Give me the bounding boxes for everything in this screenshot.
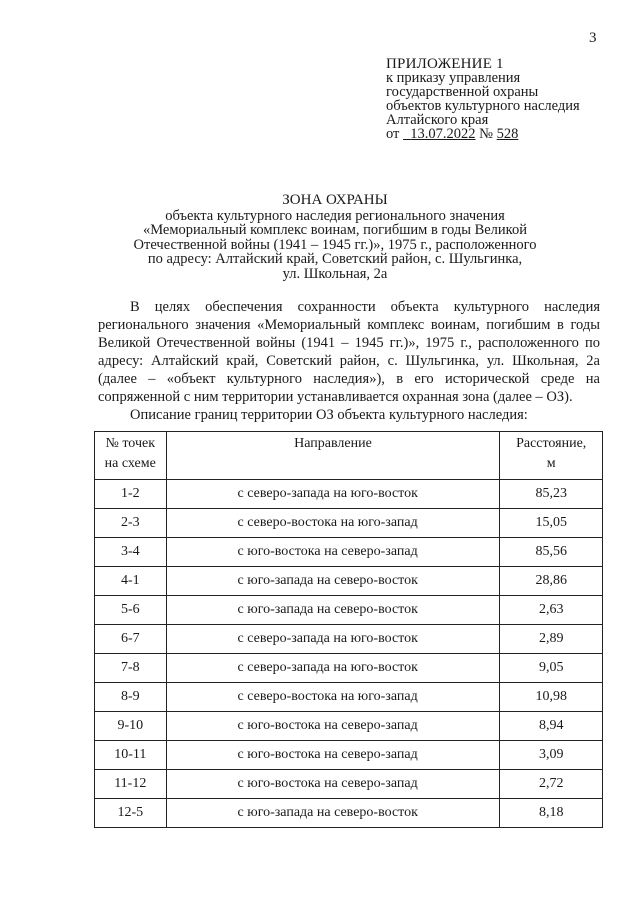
table-row (95, 683, 603, 712)
cell-distance: 8,18 (500, 799, 603, 828)
cell-direction: с северо-запада на юго-восток (166, 654, 500, 683)
borders-table (94, 431, 603, 828)
table-header-row (95, 432, 603, 480)
table-row (95, 596, 603, 625)
order-line (386, 127, 626, 141)
cell-distance: 3,09 (500, 741, 603, 770)
appendix-line: объектов культурного наследия (386, 98, 580, 114)
cell-points: 12-5 (95, 799, 167, 828)
table-row (95, 509, 603, 538)
cell-direction: с северо-востока на юго-запад (166, 509, 500, 538)
order-prefix: от (386, 126, 400, 142)
table-row (95, 770, 603, 799)
table-row (95, 480, 603, 509)
cell-points: 9-10 (95, 712, 167, 741)
cell-points: 2-3 (95, 509, 167, 538)
cell-points: 3-4 (95, 538, 167, 567)
zone-title-line: объекта культурного наследия регионального значения (165, 207, 505, 224)
header-direction: Направление (166, 432, 500, 480)
cell-direction: с северо-запада на юго-восток (166, 480, 500, 509)
cell-points: 4-1 (95, 567, 167, 596)
cell-direction: с юго-востока на северо-запад (166, 741, 500, 770)
cell-distance: 2,89 (500, 625, 603, 654)
table-row (95, 799, 603, 828)
cell-distance: 2,63 (500, 596, 603, 625)
table-row (95, 712, 603, 741)
cell-points: 11-12 (95, 770, 167, 799)
cell-distance: 28,86 (500, 567, 603, 596)
intro-text: В целях обеспечения сохранности объекта культурного наследия регионального значения «Мемориальный комплекс воинам, погибшим в годы Великой Отечественной войны (1941 – 1945 гг.)», 1975 г., расположенного по адресу: Алтайский край, Советский район, с. Шульгинка, ул. Школьная, 2а (далее – «объект культурного наследия»), в его исторической среде на сопряженной с ним территории устанавливается охранная зона (далее – ОЗ). (98, 299, 600, 405)
order-number: 528 (496, 126, 519, 142)
intro-paragraph (98, 298, 600, 406)
cell-points: 5-6 (95, 596, 167, 625)
table-row (95, 625, 603, 654)
table-row (95, 538, 603, 567)
table-row (95, 654, 603, 683)
cell-direction: с юго-востока на северо-запад (166, 538, 500, 567)
cell-points: 1-2 (95, 480, 167, 509)
cell-distance: 85,56 (500, 538, 603, 567)
order-number-sign: № (479, 126, 493, 142)
zone-title-line: «Мемориальный комплекс воинам, погибшим в годы Великой (142, 222, 527, 238)
zone-title-main: ЗОНА ОХРАНЫ (282, 192, 388, 208)
cell-direction: с северо-востока на юго-запад (166, 683, 500, 712)
cell-direction: с юго-востока на северо-запад (166, 712, 500, 741)
page-number: 3 (589, 30, 597, 46)
cell-direction: с юго-запада на северо-восток (166, 596, 500, 625)
appendix-line: государственной охраны (386, 84, 539, 100)
cell-direction: с юго-запада на северо-восток (166, 567, 500, 596)
cell-direction: с юго-востока на северо-запад (166, 770, 500, 799)
appendix-line: к приказу управления (386, 70, 521, 86)
cell-distance: 85,23 (500, 480, 603, 509)
header-points: № точек на схеме (95, 432, 167, 480)
header-distance: Расстояние, м (500, 432, 603, 480)
zone-title-line: по адресу: Алтайский край, Советский район, с. Шульгинка, (147, 251, 523, 267)
cell-points: 10-11 (95, 741, 167, 770)
appendix-heading: ПРИЛОЖЕНИЕ 1 (386, 56, 504, 72)
zone-title-line: Отечественной войны (1941 – 1945 гг.)», 1975 г., расположенного (133, 236, 537, 253)
zone-title (100, 193, 570, 281)
cell-distance: 2,72 (500, 770, 603, 799)
table-row (95, 567, 603, 596)
cell-distance: 10,98 (500, 683, 603, 712)
zone-title-line: ул. Школьная, 2а (282, 265, 388, 282)
cell-distance: 8,94 (500, 712, 603, 741)
cell-distance: 9,05 (500, 654, 603, 683)
cell-points: 8-9 (95, 683, 167, 712)
order-date: 13.07.2022 (410, 126, 476, 142)
cell-direction: с северо-запада на юго-восток (166, 625, 500, 654)
appendix-block (386, 57, 626, 141)
cell-direction: с юго-запада на северо-восток (166, 799, 500, 828)
table-caption: Описание границ территории ОЗ объекта культурного наследия: (130, 407, 528, 423)
appendix-line: Алтайского края (386, 112, 489, 128)
table-row (95, 741, 603, 770)
cell-points: 7-8 (95, 654, 167, 683)
cell-distance: 15,05 (500, 509, 603, 538)
cell-points: 6-7 (95, 625, 167, 654)
